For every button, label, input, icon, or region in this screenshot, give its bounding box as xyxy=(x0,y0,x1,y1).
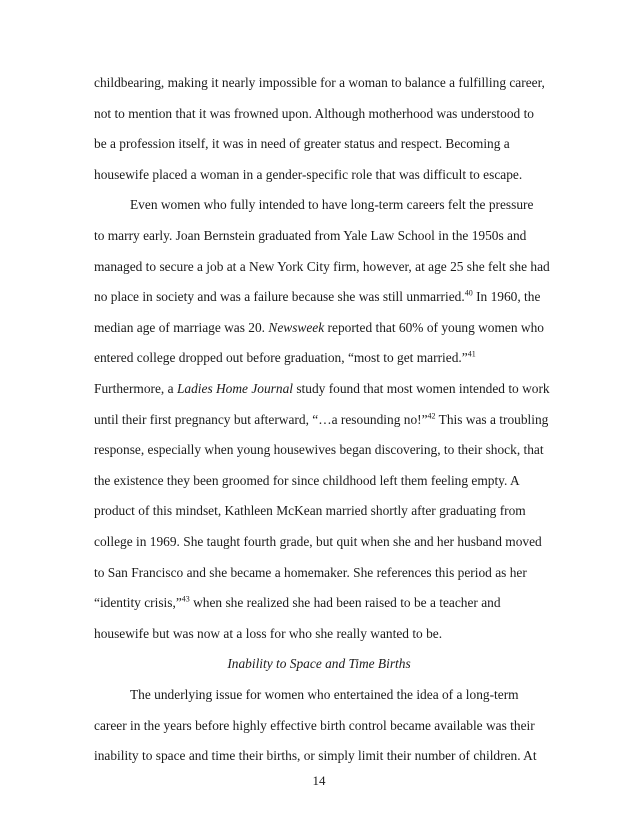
text-fragment: median age of marriage was 20. xyxy=(94,319,266,335)
text-fragment: This was a troubling xyxy=(435,411,549,427)
text-line: be a profession itself, it was in need of greater status and respect. Becoming a xyxy=(94,136,510,152)
text-fragment: study found that most women intended to work xyxy=(292,381,550,396)
text-line: the existence they been groomed for since childhood left them feeling empty. A xyxy=(94,472,520,488)
text-line: housewife placed a woman in a gender-specific role that was difficult to escape. xyxy=(94,166,523,182)
text-fragment: “identity crisis,” xyxy=(94,595,182,611)
text-fragment: In 1960, the xyxy=(472,289,541,305)
text-line: Even women who fully intended to have long-term careers felt the pressure xyxy=(130,197,534,213)
text-line: response, especially when young housewives began discovering, to their shock, that xyxy=(94,442,544,458)
text-line: housewife but was now at a loss for who she really wanted to be. xyxy=(94,625,443,641)
text-fragment: until their first pregnancy but afterward, “…a resounding no!” xyxy=(94,411,428,427)
text-line: to San Francisco and she became a homemaker. She references this period as her xyxy=(94,564,527,580)
text-line xyxy=(94,595,554,611)
text-fragment: no place in society and was a failure because she was still unmarried. xyxy=(94,289,465,305)
text-fragment: reported that 60% of young women who xyxy=(324,319,544,335)
section-heading: Inability to Space and Time Births xyxy=(227,656,411,672)
text-line: childbearing, making it nearly impossible for a woman to balance a fulfilling career, xyxy=(94,75,545,90)
text-fragment: Furthermore, a xyxy=(94,381,174,396)
text-line: not to mention that it was frowned upon. Although motherhood was understood to xyxy=(94,105,534,121)
publication-title: Newsweek xyxy=(268,319,325,335)
publication-title: Ladies Home Journal xyxy=(176,381,293,396)
footnote-marker-40: 40 xyxy=(464,288,473,298)
text-line: college in 1969. She taught fourth grade, but quit when she and her husband moved xyxy=(94,534,542,549)
text-line: career in the years before highly effective birth control became available was their xyxy=(94,717,535,733)
text-line xyxy=(94,320,554,336)
text-line xyxy=(94,289,554,305)
text-line: The underlying issue for women who entertained the idea of a long-term xyxy=(130,687,519,702)
text-line: product of this mindset, Kathleen McKean married shortly after graduating from xyxy=(94,503,526,519)
text-line: to marry early. Joan Bernstein graduated from Yale Law School in the 1950s and xyxy=(94,228,527,243)
text-line xyxy=(94,350,554,366)
text-line: inability to space and time their births, or simply limit their number of children. At xyxy=(94,748,537,764)
footnote-marker-41: 41 xyxy=(467,349,476,359)
text-line xyxy=(94,381,554,397)
text-line: managed to secure a job at a New York City firm, however, at age 25 she felt she had xyxy=(94,258,550,274)
text-line xyxy=(94,412,554,428)
page-number: 14 xyxy=(312,773,326,788)
footnote-marker-43: 43 xyxy=(181,594,190,604)
footnote-marker-42: 42 xyxy=(427,411,436,421)
text-fragment: entered college dropped out before graduation, “most to get married.” xyxy=(94,350,468,366)
text-fragment: when she realized she had been raised to be a teacher and xyxy=(189,595,501,611)
